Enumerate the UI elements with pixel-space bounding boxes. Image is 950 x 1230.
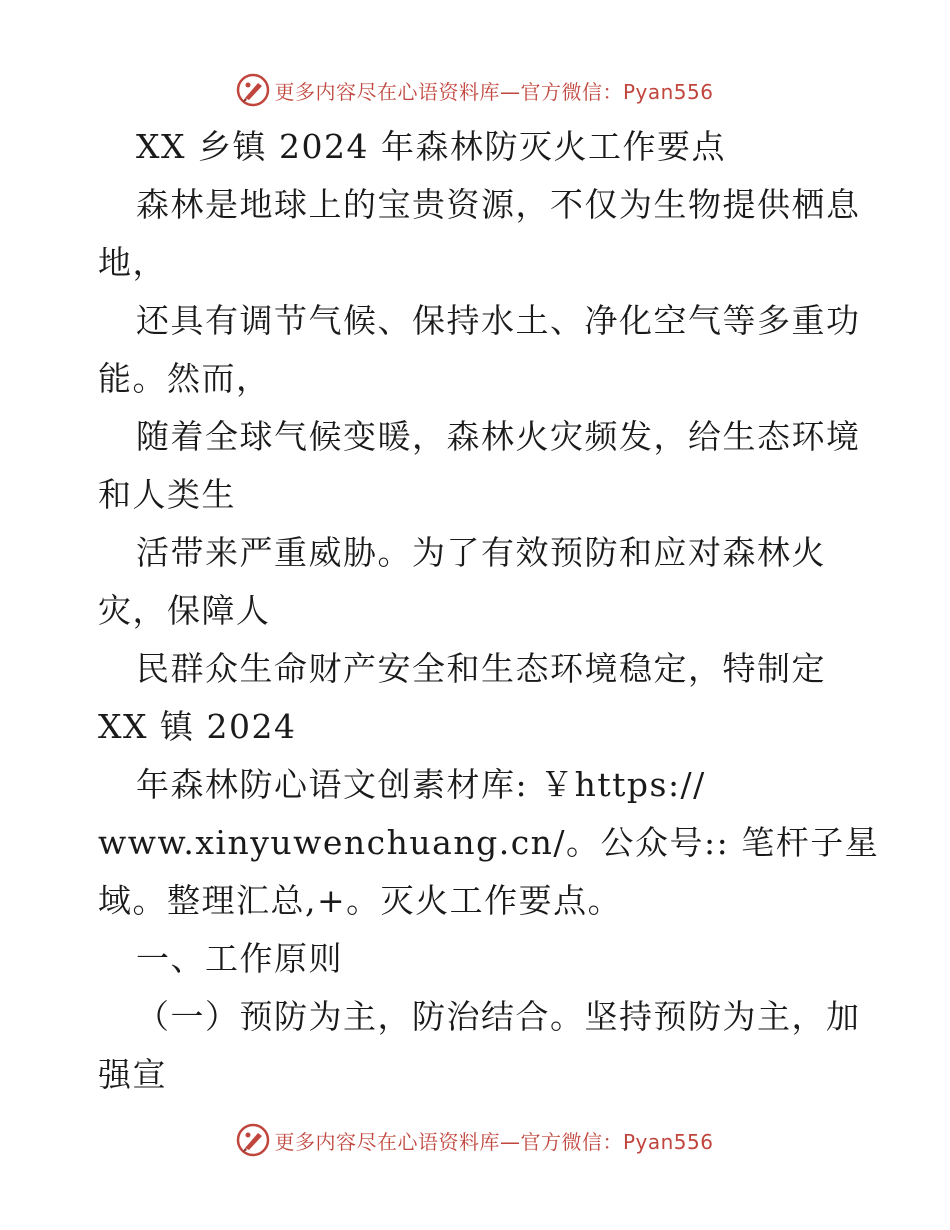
paragraph-line: 还具有调节气候、保持水土、净化空气等多重功	[136, 301, 861, 340]
paragraph-line: 活带来严重威胁。为了有效预防和应对森林火	[136, 533, 826, 572]
paragraph-line: 地，	[98, 243, 167, 282]
paragraph-line: 民群众生命财产安全和生态环境稳定，特制定	[136, 649, 826, 688]
pen-logo-icon	[236, 73, 270, 107]
paragraph-line: 年森林防心语文创素材库: ￥https://	[136, 765, 706, 804]
document-title: XX 乡镇 2024 年森林防灭火工作要点	[136, 127, 726, 166]
paragraph-line: 域。整理汇总,+。灭火工作要点。	[98, 881, 623, 920]
paragraph-line: 灾，保障人	[98, 591, 271, 630]
paragraph-line: 森林是地球上的宝贵资源，不仅为生物提供栖息	[136, 185, 861, 224]
footer-banner	[0, 1120, 950, 1160]
paragraph-line: 强宣	[98, 1055, 167, 1094]
footer-banner-text: 更多内容尽在心语资料库—官方微信：Pyan556	[274, 1129, 714, 1154]
paragraph-line: 随着全球气候变暖，森林火灾频发，给生态环境	[136, 417, 861, 456]
paragraph-line: 和人类生	[98, 475, 236, 514]
paragraph-line: （一）预防为主，防治结合。坚持预防为主，加	[136, 997, 861, 1036]
paragraph-line: www.xinyuwenchuang.cn/。公众号:: 笔杆子星	[98, 823, 880, 862]
paragraph-line: XX 镇 2024	[98, 707, 297, 746]
header-banner	[0, 70, 950, 110]
header-banner-text: 更多内容尽在心语资料库—官方微信：Pyan556	[274, 79, 714, 104]
section-heading: 一、工作原则	[136, 939, 343, 978]
pen-logo-icon	[236, 1123, 270, 1157]
document-body	[98, 118, 880, 1104]
paragraph-line: 能。然而，	[98, 359, 271, 398]
